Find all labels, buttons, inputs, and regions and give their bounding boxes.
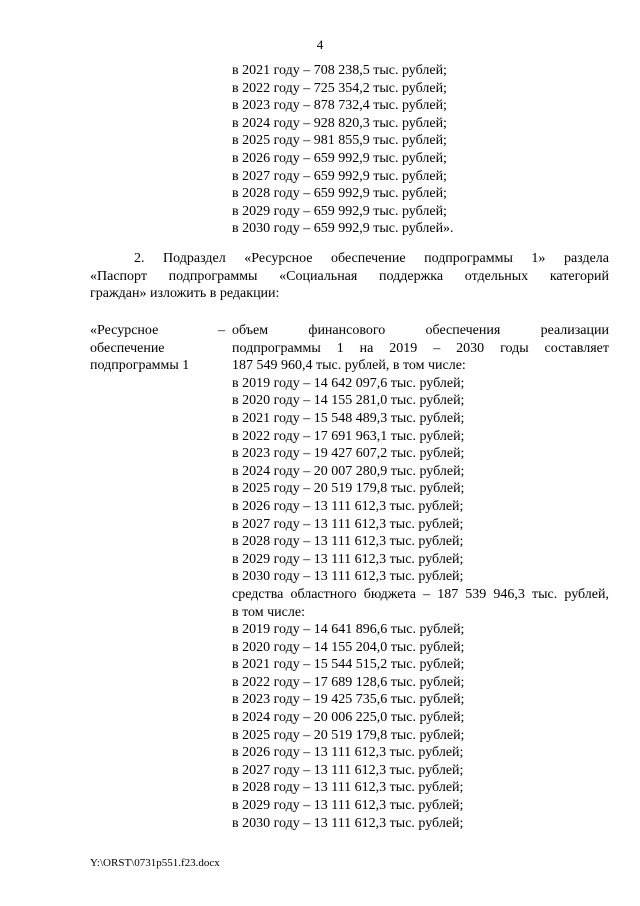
list-item: в 2019 году – 14 642 097,6 тыс. рублей; xyxy=(232,375,465,391)
list-item: в 2021 году – 708 238,5 тыс. рублей; xyxy=(232,63,447,78)
list-item: в 2028 году – 659 992,9 тыс. рублей; xyxy=(232,186,447,202)
list-item: в 2027 году – 13 111 612,3 тыс. рублей; xyxy=(232,762,464,778)
intro-line: 187 549 960,4 тыс. рублей, в том числе: xyxy=(232,358,466,374)
list-item: в 2024 году – 928 820,3 тыс. рублей; xyxy=(232,115,447,131)
list-item: в 2029 году – 13 111 612,3 тыс. рублей; xyxy=(232,551,464,567)
list-item: в 2023 году – 19 427 607,2 тыс. рублей; xyxy=(232,446,465,462)
list-item: в 2021 году – 15 544 515,2 тыс. рублей; xyxy=(232,657,465,673)
list-item: в 2029 году – 13 111 612,3 тыс. рублей; xyxy=(232,798,464,814)
list-item: в 2022 году – 17 691 963,1 тыс. рублей; xyxy=(232,428,465,444)
list-item: в 2026 году – 13 111 612,3 тыс. рублей; xyxy=(232,498,464,514)
paragraph-line: «Паспорт подпрограммы «Социальная поддержка отдельных категорий xyxy=(90,268,609,284)
list-item: в 2030 году – 13 111 612,3 тыс. рублей; xyxy=(232,815,464,831)
left-cell-row xyxy=(90,357,225,375)
list-item: в 2028 году – 13 111 612,3 тыс. рублей; xyxy=(232,534,464,550)
list-item: в 2025 году – 981 855,9 тыс. рублей; xyxy=(232,133,447,149)
list-item: в 2030 году – 13 111 612,3 тыс. рублей; xyxy=(232,569,464,585)
list-item: в 2026 году – 13 111 612,3 тыс. рублей; xyxy=(232,745,464,761)
total-funding-list xyxy=(232,375,609,586)
list-item: в 2023 году – 878 732,4 тыс. рублей; xyxy=(232,98,447,114)
left-cell-label: подпрограммы 1 xyxy=(90,358,190,374)
intro-line: объем финансового обеспечения реализации xyxy=(232,323,609,338)
document-path-footer: Y:\ORST\0731p551.f23.docx xyxy=(90,857,220,869)
list-item: в 2027 году – 13 111 612,3 тыс. рублей; xyxy=(232,516,464,532)
regional-budget-line: в том числе: xyxy=(232,604,305,620)
regional-budget-line: средства областного бюджета – 187 539 946,3 тыс. рублей, xyxy=(232,586,609,602)
left-cell-label: обеспечение xyxy=(90,340,165,356)
left-cell-row xyxy=(90,322,225,340)
list-item: в 2025 году – 20 519 179,8 тыс. рублей; xyxy=(232,727,465,743)
table-right-cell xyxy=(232,322,609,832)
list-item: в 2021 году – 15 548 489,3 тыс. рублей; xyxy=(232,410,465,426)
list-item: в 2024 году – 20 006 225,0 тыс. рублей; xyxy=(232,710,465,726)
intro-line: подпрограммы 1 на 2019 – 2030 годы составляет xyxy=(232,340,609,356)
list-item: в 2022 году – 725 354,2 тыс. рублей; xyxy=(232,80,447,96)
list-item: в 2020 году – 14 155 204,0 тыс. рублей; xyxy=(232,639,465,655)
list-item: в 2028 году – 13 111 612,3 тыс. рублей; xyxy=(232,780,464,796)
list-item: в 2023 году – 19 425 735,6 тыс. рублей; xyxy=(232,692,465,708)
top-funding-list xyxy=(232,62,454,238)
left-cell-row xyxy=(90,340,225,358)
list-item: в 2029 году – 659 992,9 тыс. рублей; xyxy=(232,203,447,219)
amendment-paragraph xyxy=(90,250,609,303)
list-item: в 2024 году – 20 007 280,9 тыс. рублей; xyxy=(232,463,465,479)
paragraph-line: 2. Подраздел «Ресурсное обеспечение подпрограммы 1» раздела xyxy=(134,251,609,266)
left-cell-label: «Ресурсное xyxy=(90,323,159,338)
list-item: в 2019 году – 14 641 896,6 тыс. рублей; xyxy=(232,622,465,638)
left-cell-dash: – xyxy=(218,323,225,338)
paragraph-line: граждан» изложить в редакции: xyxy=(90,286,280,302)
list-item: в 2025 году – 20 519 179,8 тыс. рублей; xyxy=(232,481,465,497)
list-item: в 2027 году – 659 992,9 тыс. рублей; xyxy=(232,168,447,184)
list-item: в 2030 году – 659 992,9 тыс. рублей». xyxy=(232,221,454,237)
list-item: в 2022 году – 17 689 128,6 тыс. рублей; xyxy=(232,674,465,690)
regional-funding-list xyxy=(232,621,609,832)
list-item: в 2026 году – 659 992,9 тыс. рублей; xyxy=(232,150,447,166)
page-number: 4 xyxy=(316,37,324,52)
table-left-cell xyxy=(90,322,225,375)
list-item: в 2020 году – 14 155 281,0 тыс. рублей; xyxy=(232,393,465,409)
